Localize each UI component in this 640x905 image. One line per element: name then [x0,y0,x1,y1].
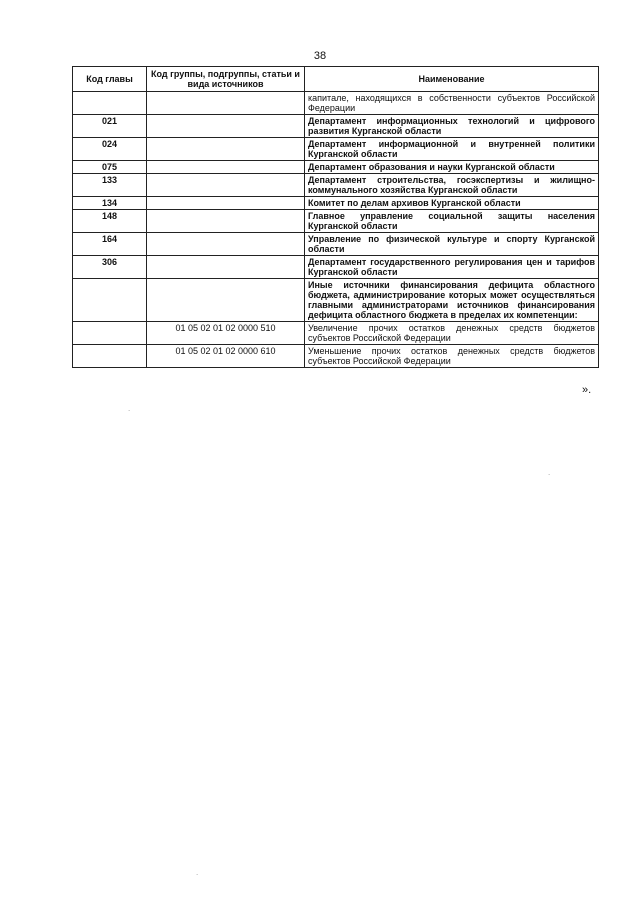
closing-quote: ». [582,384,592,396]
chapter-code-cell: 024 [73,138,147,161]
name-cell: Главное управление социальной защиты населения Курганской области [305,210,599,233]
table-row [73,174,599,197]
chapter-code-cell [73,345,147,368]
name-cell: Комитет по делам архивов Курганской области [305,197,599,210]
source-code-cell [147,197,305,210]
chapter-code-cell: 148 [73,210,147,233]
name-cell: Департамент информационных технологий и цифрового развития Курганской области [305,115,599,138]
name-cell: капитале, находящихся в собственности субъектов Российской Федерации [305,92,599,115]
margin-mark: . [128,404,131,413]
name-cell: Департамент строительства, госэкспертизы и жилищно-коммунального хозяйства Курганской области [305,174,599,197]
chapter-code-cell: 134 [73,197,147,210]
table-row [73,115,599,138]
source-code-cell [147,279,305,322]
source-code-cell: 01 05 02 01 02 0000 510 [147,322,305,345]
source-code-cell [147,174,305,197]
chapter-code-cell: 306 [73,256,147,279]
table-row [73,92,599,115]
page-number: 38 [313,50,327,62]
source-code-cell [147,115,305,138]
table-row [73,210,599,233]
name-cell: Департамент информационной и внутренней политики Курганской области [305,138,599,161]
name-cell: Департамент государственного регулирования цен и тарифов Курганской области [305,256,599,279]
header-source-code: Код группы, подгруппы, статьи и вида источников [147,67,305,92]
sources-table [72,66,599,368]
table-row [73,279,599,322]
table-header-row [73,67,599,92]
table-row [73,345,599,368]
chapter-code-cell [73,322,147,345]
table-row [73,233,599,256]
header-name: Наименование [305,67,599,92]
table-row [73,197,599,210]
name-cell: Иные источники финансирования дефицита областного бюджета, администрирование которых может осуществляться главными администраторами источников финансирования дефицита областного бюджета в пределах их компетенции: [305,279,599,322]
table-row [73,256,599,279]
chapter-code-cell: 021 [73,115,147,138]
name-cell: Департамент образования и науки Курганской области [305,161,599,174]
chapter-code-cell: 164 [73,233,147,256]
table-row [73,161,599,174]
name-cell: Уменьшение прочих остатков денежных средств бюджетов субъектов Российской Федерации [305,345,599,368]
source-code-cell: 01 05 02 01 02 0000 610 [147,345,305,368]
name-cell: Управление по физической культуре и спорту Курганской области [305,233,599,256]
name-cell: Увеличение прочих остатков денежных средств бюджетов субъектов Российской Федерации [305,322,599,345]
chapter-code-cell [73,279,147,322]
chapter-code-cell [73,92,147,115]
source-code-cell [147,92,305,115]
source-code-cell [147,210,305,233]
source-code-cell [147,233,305,256]
source-code-cell [147,161,305,174]
table-row [73,138,599,161]
header-chapter-code: Код главы [73,67,147,92]
margin-mark: . [196,868,199,877]
margin-mark: . [548,468,551,477]
chapter-code-cell: 075 [73,161,147,174]
chapter-code-cell: 133 [73,174,147,197]
table-row [73,322,599,345]
source-code-cell [147,256,305,279]
source-code-cell [147,138,305,161]
